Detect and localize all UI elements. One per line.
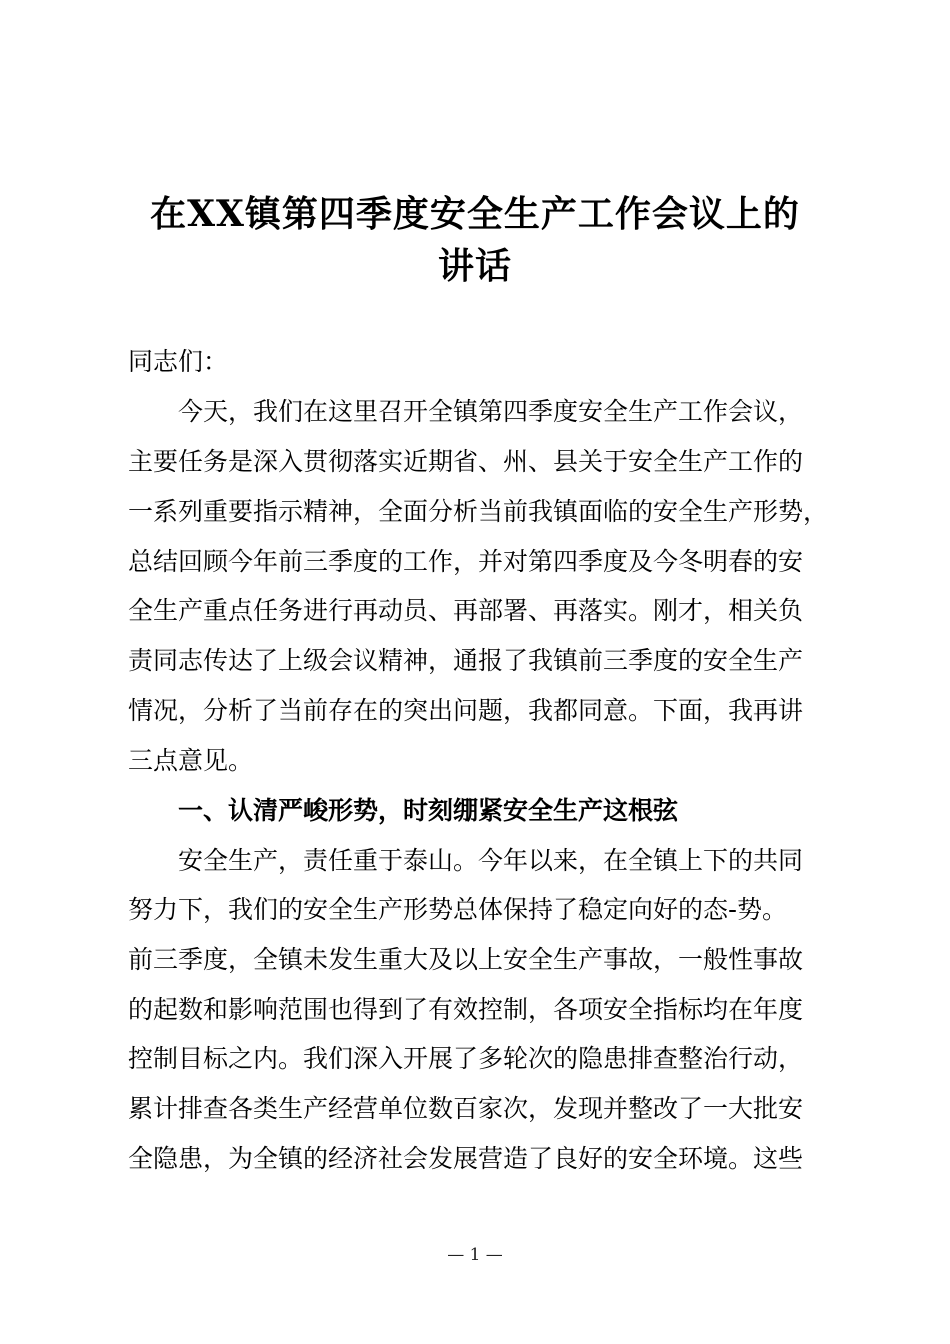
paragraph-1-line-3: 一系列重要指示精神，全面分析当前我镇面临的安全生产形势， [128,497,829,526]
paragraph-1-line-4: 总结回顾今年前三季度的工作，并对第四季度及今冬明春的安 [128,547,804,576]
paragraph-1-line-1: 今天，我们在这里召开全镇第四季度安全生产工作会议， [178,397,804,426]
paragraph-2-line-3: 前三季度，全镇未发生重大及以上安全生产事故，一般性事故 [128,945,804,974]
paragraph-1-line-5: 全生产重点任务进行再动员、再部署、再落实。刚才，相关负 [128,596,804,625]
document-title-line-2: 讲话 [437,245,512,287]
paragraph-2-line-7: 全隐患，为全镇的经济社会发展营造了良好的安全环境。这些 [128,1144,804,1173]
paragraph-2-line-6: 累计排查各类生产经营单位数百家次，发现并整改了一大批安 [128,1094,804,1123]
paragraph-1-line-7: 情况，分析了当前存在的突出问题，我都同意。下面，我再讲 [128,696,804,725]
paragraph-2-line-1: 安全生产，责任重于泰山。今年以来，在全镇上下的共同 [178,846,804,875]
paragraph-2-line-5: 控制目标之内。我们深入开展了多轮次的隐患排查整治行动， [128,1044,804,1073]
document-title-line-1: 在XX镇第四季度安全生产工作会议上的 [150,193,800,235]
paragraph-1-line-6: 责同志传达了上级会议精神，通报了我镇前三季度的安全生产 [128,646,804,675]
paragraph-2-line-4: 的起数和影响范围也得到了有效控制，各项安全指标均在年度 [128,995,804,1024]
salutation: 同志们： [128,347,229,376]
paragraph-1-line-8: 三点意见。 [128,746,254,775]
paragraph-2-line-2: 努力下，我们的安全生产形势总体保持了稳定向好的态-势。 [128,895,788,924]
paragraph-1-line-2: 主要任务是深入贯彻落实近期省、州、县关于安全生产工作的 [128,447,804,476]
section-1-heading: 一、认清严峻形势，时刻绷紧安全生产这根弦 [178,796,679,825]
page-number-footer: — 1 — [447,1245,503,1265]
